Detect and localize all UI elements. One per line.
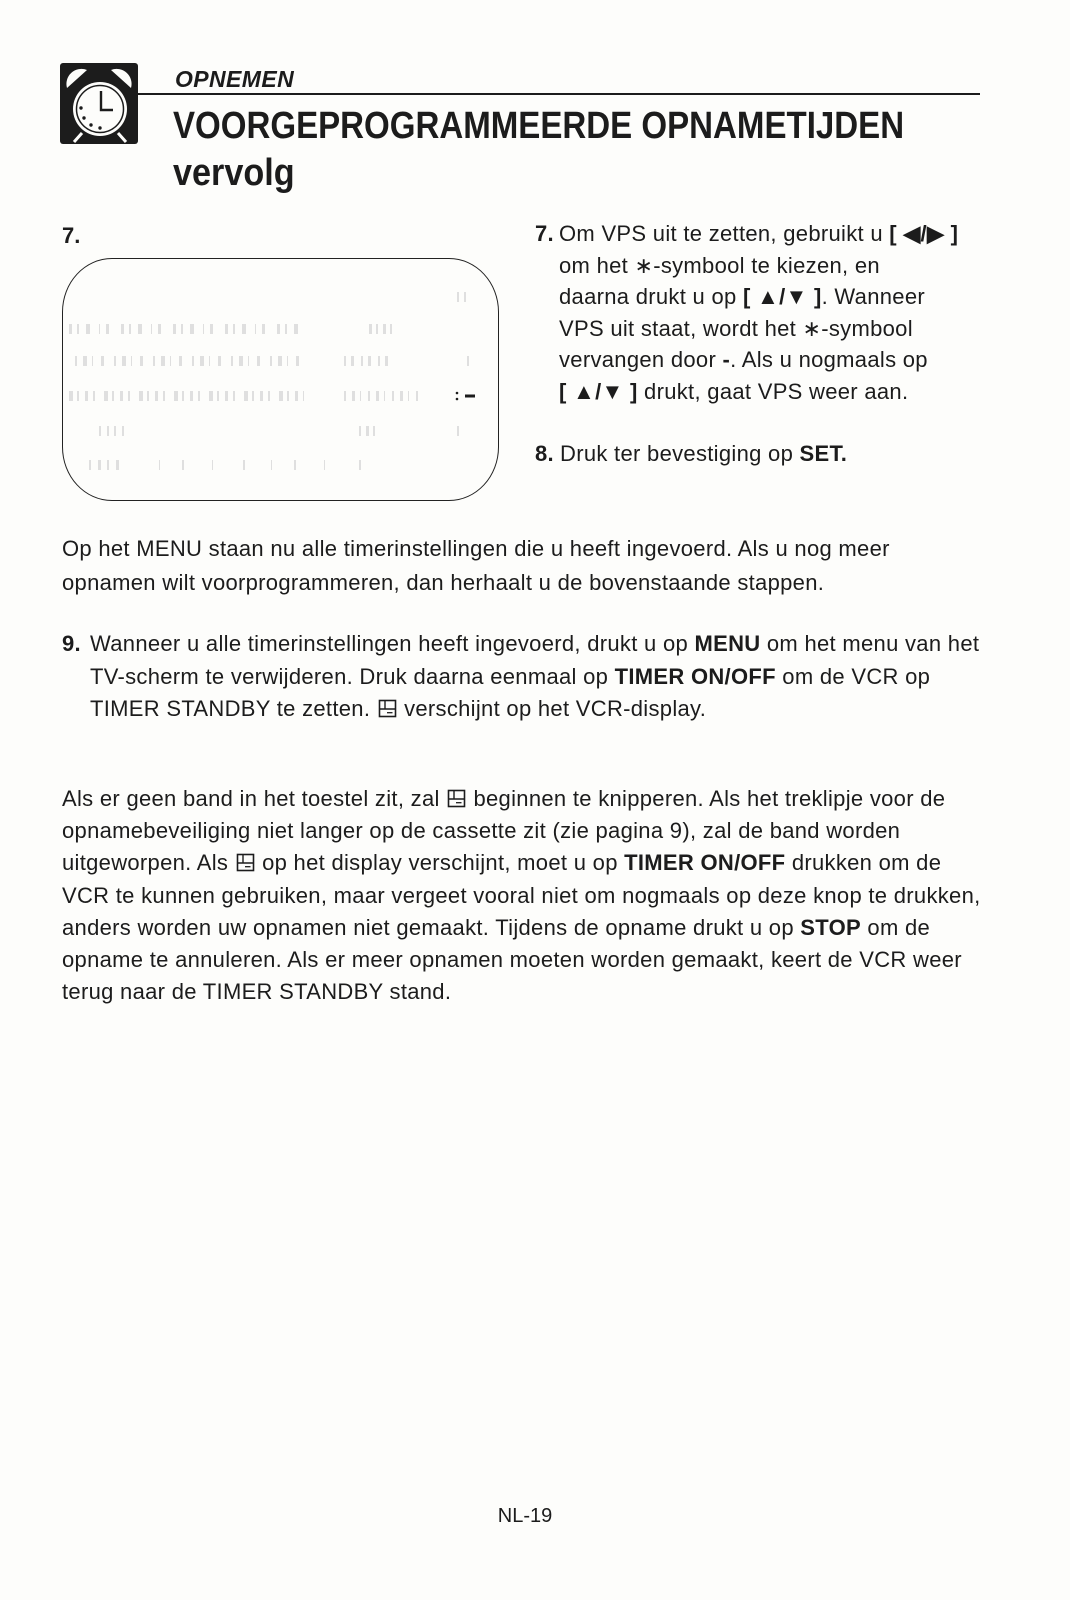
step-8-instruction — [535, 438, 847, 470]
text-line — [559, 313, 958, 345]
vps-marker — [456, 392, 475, 401]
text-run: op het display verschijnt, moet u op — [255, 850, 625, 876]
step-number: 7. — [535, 221, 554, 246]
text-line — [559, 376, 958, 408]
text-run: TV-scherm te verwijderen. Druk daarna eenmaal op — [90, 663, 615, 689]
text-line — [62, 815, 981, 847]
step-9-instruction — [62, 628, 979, 726]
text-run: daarna drukt u op — [559, 284, 743, 310]
text-run: beginnen te knipperen. Als het treklipje voor de — [467, 786, 946, 811]
bold-text-run: STOP — [800, 914, 861, 940]
menu-paragraph — [62, 532, 890, 600]
text-run: Als er geen band in het toestel zit, zal — [62, 786, 447, 811]
alarm-clock-icon — [60, 63, 138, 144]
text-line — [62, 783, 981, 815]
tv-screen-illustration — [62, 258, 499, 501]
text-line — [559, 218, 958, 250]
timer-icon — [378, 695, 397, 714]
text-line — [559, 344, 958, 376]
timer-icon — [236, 849, 255, 868]
bold-text-run: TIMER ON/OFF — [624, 850, 786, 876]
step-text — [560, 438, 847, 470]
header-rule — [137, 93, 980, 95]
timer-note-paragraph — [62, 783, 981, 1008]
step-text — [90, 628, 979, 726]
step-text — [559, 218, 958, 408]
text-run: anders worden uw opnamen niet gemaakt. Tijdens de opname drukt u op — [62, 914, 801, 940]
step-number: 9. — [62, 631, 81, 656]
text-run: vervangen door — [559, 347, 723, 373]
text-run: om de — [861, 914, 931, 940]
text-run: drukken om de — [785, 850, 942, 876]
text-line — [62, 880, 981, 912]
step-number: 8. — [535, 441, 554, 466]
text-run: uitgeworpen. Als — [62, 850, 235, 876]
figure-step-label: 7. — [62, 223, 81, 248]
text-run: . Als u nogmaals op — [730, 347, 928, 373]
text-line — [62, 532, 890, 566]
step-7-instruction — [535, 218, 958, 408]
bold-text-run: MENU — [694, 631, 761, 656]
text-run: Wanneer u alle timerinstellingen heeft ingevoerd, drukt u op — [90, 631, 695, 656]
page-subtitle: vervolg — [173, 152, 295, 194]
timer-icon — [447, 785, 466, 804]
text-line — [62, 847, 981, 879]
text-line — [559, 281, 958, 313]
section-label: OPNEMEN — [175, 66, 295, 92]
text-run: . Wanneer — [821, 284, 925, 310]
bold-text-run: SET. — [799, 441, 848, 466]
bold-text-run: [ ▲/▼ ] — [559, 378, 638, 404]
text-run: om het ∗-symbool te kiezen, en — [559, 252, 880, 278]
text-line — [62, 976, 981, 1008]
text-line — [90, 693, 979, 726]
text-run: opname te annuleren. Als er meer opnamen moeten worden gemaakt, keert de VCR weer — [62, 947, 962, 973]
text-run: opnamen wilt voorprogrammeren, dan herhaalt u de bovenstaande stappen. — [62, 570, 825, 595]
text-run: verschijnt op het VCR-display. — [397, 696, 707, 721]
text-line — [62, 566, 890, 600]
text-run: VPS uit staat, wordt het ∗-symbool — [559, 315, 913, 341]
bold-text-run: [ ▲/▼ ] — [742, 284, 822, 310]
text-run: Om VPS uit te zetten, gebruikt u — [559, 221, 890, 246]
text-line — [90, 661, 979, 694]
text-run: drukt, gaat VPS weer aan. — [637, 378, 909, 404]
text-run: Op het MENU staan nu alle timerinstellingen die u heeft ingevoerd. Als u nog meer — [62, 536, 890, 561]
page-title: VOORGEPROGRAMMEERDE OPNAMETIJDEN — [173, 105, 905, 147]
text-run: VCR te kunnen gebruiken, maar vergeet vooral niet om nogmaals op deze knop te drukken, — [62, 882, 981, 908]
text-run: TIMER STANDBY te zetten. — [90, 696, 377, 721]
screen-content — [63, 259, 498, 500]
text-line — [559, 250, 958, 282]
bold-text-run: TIMER ON/OFF — [614, 663, 776, 689]
text-line — [90, 628, 979, 661]
text-run: Druk ter bevestiging op — [560, 441, 800, 466]
text-run: terug naar de TIMER STANDBY stand. — [62, 979, 452, 1005]
text-line — [62, 912, 981, 944]
bold-text-run: [ ◀/▶ ] — [889, 221, 959, 246]
text-line — [62, 944, 981, 976]
page-number: NL-19 — [497, 1505, 553, 1527]
text-run: opnamebeveiliging niet langer op de cassette zit (zie pagina 9), zal de band worden — [62, 818, 901, 844]
bold-text-run: - — [722, 347, 731, 373]
text-run: om het menu van het — [760, 631, 980, 656]
text-run: om de VCR op — [775, 663, 931, 689]
text-line — [560, 438, 847, 470]
